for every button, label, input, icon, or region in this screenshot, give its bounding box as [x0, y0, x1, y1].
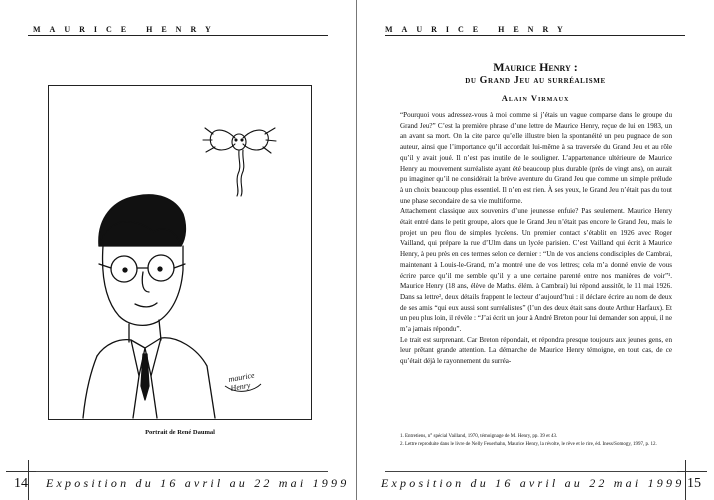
page-number-left: 14 — [14, 476, 28, 491]
crop-mark-left-horizontal — [6, 471, 36, 472]
flying-elephant-drawing — [203, 128, 276, 196]
right-page — [357, 0, 714, 500]
article-body — [400, 110, 672, 422]
portrait-drawing — [49, 86, 311, 419]
man-portrait-drawing — [83, 195, 215, 418]
article-paragraph: “Pourquoi vous adressez-vous à moi comme si j’étais un vague comparse dans le groupe du Grand Jeu?” C’est la première phrase d’une lettre de Maurice Henry, reçue de lui en 1983, un an avant sa mort. On la cite parce qu’elle illustre bien la spontanéité un peu pugnace de son auteur, ainsi que l’importance qu’il accordait lui-même à sa traversée du Grand Jeu et au rôle qu’il y avait joué. Il n’est pas inutile de le souligner. L’appartenance ultérieure de Maurice Henry au mouvement surréaliste ayant été beaucoup plus durable (près de vingt ans), on aurait pu imaginer qu’il ne considérait la brève aventure du Grand Jeu que comme un simple prélude à un choix beaucoup plus essentiel. Il n’en est rien. À ses yeux, le Grand Jeu n’était pas du tout une phase secondaire de sa vie multiforme. — [400, 111, 672, 205]
crop-mark-right-horizontal — [677, 471, 707, 472]
article-subtitle: du Grand Jeu au surréalisme — [465, 75, 606, 86]
article-author: Alain Virmaux — [501, 93, 570, 103]
footnote: 2. Lettre reproduite dans le livre de Nelly Feuerhahn, Maurice Henry, la révolte, le rêve et le rire, éd. Iness/Somogy, 1997, p. 12. — [400, 441, 657, 447]
crop-mark-right-vertical — [685, 460, 686, 500]
signature-drawing — [225, 370, 261, 393]
page-number-right: 15 — [687, 476, 701, 491]
footer-rule-left — [28, 471, 328, 472]
article-paragraph: Attachement classique aux souvenirs d’une jeunesse enfuie? Pas seulement. Maurice Henry était entré dans le petit groupe, alors que le Grand Jeu n’était pas encore le Grand Jeu, mais le projet un peu flou de simples lycéens. Un premier contact s’établit en 1926 avec Roger Vailland, qui prépare la rue d’Ulm dans un lycée parisien. C’est Vailland qui écrit à Maurice Henry, à peu près en ces termes selon ce dernier : “Un de vos anciens condisciples de Cambrai, maintenant à Louis-le-Grand, m’a montré une de vos lettres; cela m’a donné envie de vous écrire parce qu’il me semble qu’il y a une certaine parenté entre nos manières de voir”¹. Maurice Henry (18 ans, élève de Maths. élém. à Cambrai) lui répond aussitôt, le 11 mai 1926. Dans sa lettre², deux détails frappent le lecteur d’aujourd’hui : il déclare écrire au nom de deux de ses amis “qui eux aussi sont surréalistes” (l’un des deux était sans doute Arthur Harfaux). Et un peu plus loin, il révèle : “J’ai écrit un jour à André Breton pour lui demander son appui, il ne m’a jamais répondu”. — [400, 207, 672, 334]
article-paragraph: Le trait est surprenant. Car Breton répondait, et répondra presque toujours aux jeunes gens, en leur prêtant grande attention. La démarche de Maurice Henry témoigne, en tout cas, de ce qu’était déjà le rayonnement du surréa- — [400, 335, 672, 366]
footer-text-left: Exposition du 16 avril au 22 mai 1999 — [46, 476, 350, 490]
illustration-caption: Portrait de René Daumal — [145, 429, 215, 436]
footnotes — [400, 433, 672, 448]
header-rule-right — [385, 35, 685, 36]
footnote: 1. Entretiens, n° spécial Vailland, 1970, témoignage de M. Henry, pp. 39 et 43. — [400, 434, 558, 439]
header-rule-left — [28, 35, 328, 36]
footer-text-right: Exposition du 16 avril au 22 mai 1999 — [381, 476, 685, 490]
svg-text:maurice: maurice — [227, 370, 256, 384]
running-head-right: MAURICE HENRY — [385, 25, 572, 34]
article-title: Maurice Henry : — [493, 60, 578, 74]
illustration-frame — [48, 85, 312, 420]
running-head-left: MAURICE HENRY — [33, 25, 220, 34]
footer-rule-right — [385, 471, 685, 472]
svg-text:Henry: Henry — [229, 380, 252, 393]
crop-mark-left-vertical — [28, 460, 29, 500]
